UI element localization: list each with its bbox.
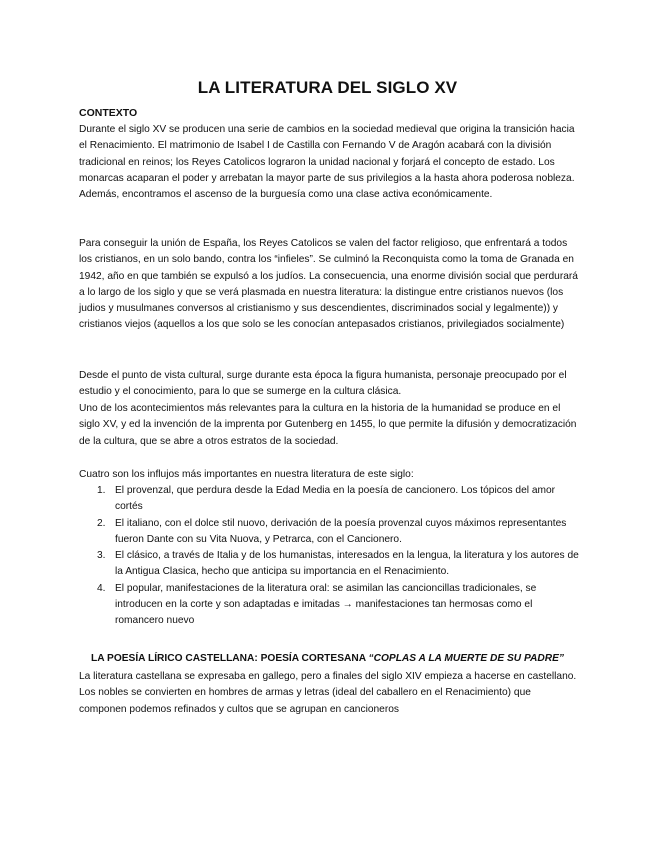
list-item-text: El italiano, con el dolce stil nuovo, derivación de la poesía provenzal cuyos máximos representantes fueron Dante con su Vita Nuova, y Petrarca, con el Cancionero. bbox=[115, 517, 567, 545]
list-item bbox=[79, 516, 579, 549]
section-heading-italic: “COPLAS A LA MUERTE DE SU PADRE” bbox=[368, 653, 564, 664]
paragraph-printing-press: Uno de los acontecimientos más relevantes para la cultura en la historia de la humanidad se produce en el siglo XV, y ed la invención de la imprenta por Gutenberg en 1455, lo que permite la difusión y democratización de la cultura, que se abre a otros estratos de la sociedad. bbox=[79, 403, 577, 447]
paragraph-castellano: La literatura castellana se expresaba en gallego, pero a finales del siglo XIV empieza a hacerse en castellano. Los nobles se convierten en hombres de armas y letras (ideal del caballero en el Renacimiento) que componen podemos refinados y cultos que se agrupan en cancioneros bbox=[79, 671, 577, 715]
list-item-text: El clásico, a través de Italia y de los humanistas, interesados en la lengua, la literatura y los autores de la Antigua Clasica, hecho que anticipa su importancia en el Renacimiento. bbox=[115, 550, 579, 578]
list-item-text: El popular, manifestaciones de la literatura oral: se asimilan las cancioncillas tradicionales, se introducen en la corte y son adaptadas e imitadas → manifestaciones tan hermosas como el romancero nuevo bbox=[115, 582, 537, 627]
paragraph-humanism: Desde el punto de vista cultural, surge durante esta época la figura humanista, personaje preocupado por el estudio y el conocimiento, para lo que se sumerge en la cultura clásica. bbox=[79, 370, 567, 398]
section-heading-contexto: CONTEXTO bbox=[79, 107, 138, 119]
list-number: 3. bbox=[97, 550, 106, 562]
list-item bbox=[79, 581, 579, 630]
list-number: 4. bbox=[97, 582, 106, 594]
list-item bbox=[79, 483, 579, 516]
paragraph-context-intro: Durante el siglo XV se producen una serie de cambios en la sociedad medieval que origina la transición hacia el Renacimiento. El matrimonio de Isabel I de Castilla con Fernando V de Aragón acabará con la división tradicional en reinos; los Reyes Catolicos lograron la unidad nacional y forjará el concepto de estado. Los monarcas acaparan el poder y arrebatan la mayor parte de sus privilegios a la hasta ahora poderosa nobleza. Además, encontramos el ascenso de la burguesía como una clase activa económicamente. bbox=[79, 124, 575, 201]
paragraph-religious-unity: Para conseguir la unión de España, los Reyes Catolicos se valen del factor religioso, que enfrentará a todos los cristianos, en un solo bando, contra los “infieles”. Se culminó la Reconquista como la toma de Granada en 1942, año en que también se expulsó a los judíos. La consecuencia, una enorme división social que perdurará a lo largo de los siglo y que se verá plasmada en nuestra literatura: la distingue entre cristianos nuevos (los judios y musulmanes conversos al cristianismo y sus descendientes, discriminados social y legalmente)) y cristianos viejos (aquellos a los que solo se les conocían antepasados cristianos, privilegiados socialmente) bbox=[79, 238, 578, 331]
influences-list bbox=[79, 483, 579, 630]
list-number: 1. bbox=[97, 485, 106, 496]
section-heading-poesia-cortesana bbox=[0, 653, 655, 664]
list-item bbox=[79, 548, 579, 581]
section-heading-main: LA POESÍA LÍRICO CASTELLANA: POESÍA CORTESANA bbox=[91, 653, 369, 664]
list-number: 2. bbox=[97, 517, 106, 529]
list-item-text: El provenzal, que perdura desde la Edad Media en la poesía de cancionero. Los tópicos del amor cortés bbox=[115, 485, 556, 513]
page-title: LA LITERATURA DEL SIGLO XV bbox=[197, 78, 458, 97]
paragraph-influences-intro: Cuatro son los influjos más importantes en nuestra literatura de este siglo: bbox=[79, 469, 414, 480]
